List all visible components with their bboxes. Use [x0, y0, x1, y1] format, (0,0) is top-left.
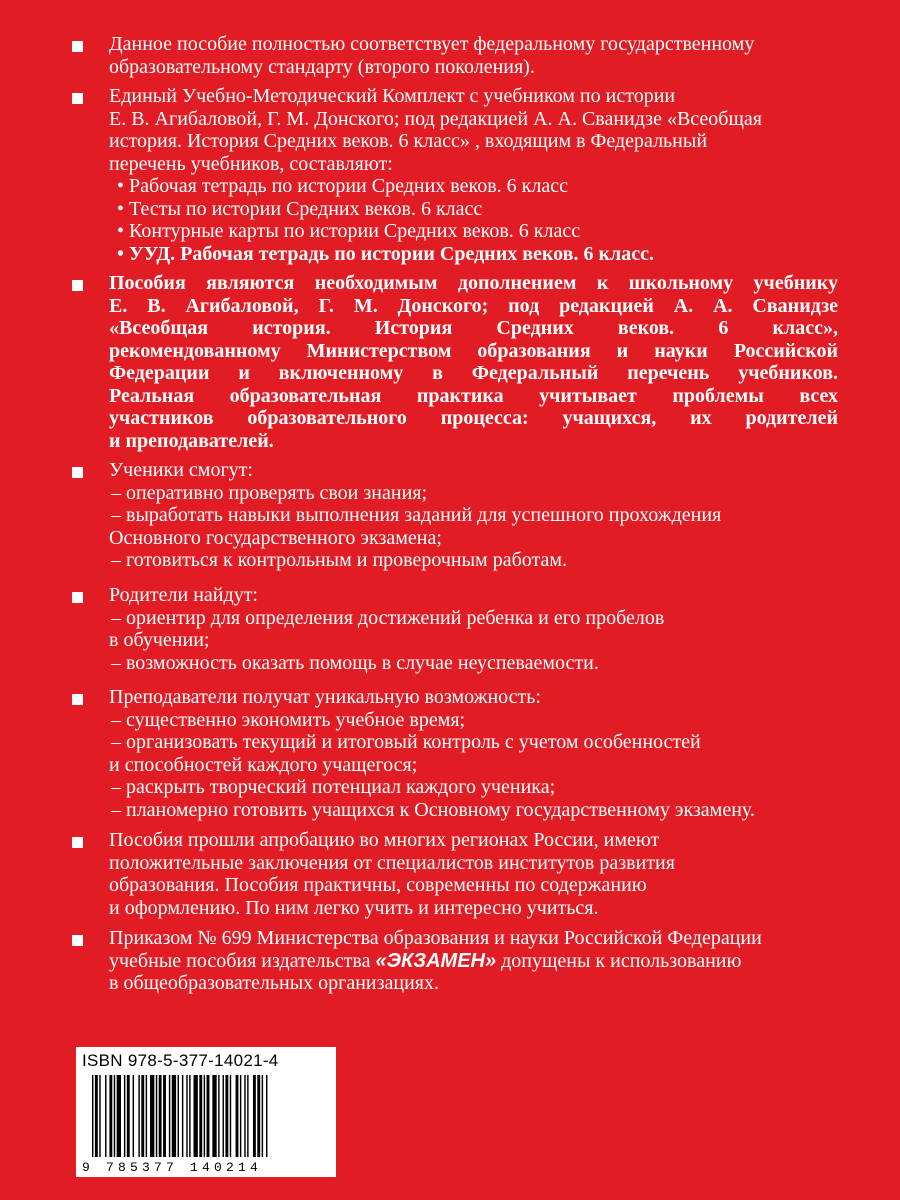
text-line: Реальная образовательная практика учитывает проблемы всех — [109, 384, 838, 407]
barcode-bar — [138, 1075, 139, 1157]
text-line: участников образовательного процесса: учащихся, их родителей — [109, 407, 838, 429]
text-segment: учебные пособия издательства — [109, 949, 376, 972]
square-bullet-icon — [72, 280, 83, 291]
square-bullet-icon — [72, 694, 83, 705]
barcode-bar — [225, 1075, 228, 1157]
isbn-label: ISBN 978-5-377-14021-4 — [82, 1051, 279, 1070]
barcode-bar — [230, 1075, 231, 1157]
text-line: рекомендованному Министерством образования и науки Российской — [109, 339, 838, 362]
text-line: и преподавателей. — [109, 429, 274, 452]
barcode-bar — [178, 1075, 179, 1157]
barcode-bar — [257, 1075, 260, 1157]
square-bullet-icon — [72, 467, 83, 478]
dash-item: – раскрыть творческий потенциал каждого ученика; — [111, 776, 556, 798]
dash-item: – планомерно готовить учащихся к Основному государственному экзамену. — [111, 798, 755, 821]
text-line: Приказом № 699 Министерства образования и науки Российской Федерации — [109, 927, 762, 949]
text-line: Ученики смогут: — [109, 459, 253, 481]
text-line: в общеобразовательных организациях. — [109, 972, 439, 994]
text-line: Федерации и включенному в Федеральный перечень учебников. — [109, 362, 838, 384]
text-line: образовательному стандарту (второго поколения). — [109, 55, 535, 78]
barcode-bar — [207, 1075, 210, 1157]
text-line — [109, 950, 838, 973]
barcode-bar — [186, 1075, 187, 1157]
square-bullet-icon — [72, 592, 83, 603]
text-line: и оформлению. По ним легко учить и интересно учиться. — [109, 896, 599, 919]
barcode-bar — [95, 1075, 98, 1157]
barcode-bar — [204, 1075, 205, 1157]
barcode-bar — [223, 1075, 224, 1157]
text-line: Единый Учебно-Методический Комплект с учебником по истории — [109, 85, 676, 107]
barcode-bar — [150, 1075, 154, 1157]
text-line: Родители найдут: — [109, 584, 258, 606]
barcode-bar — [182, 1075, 183, 1157]
text-line: Основного государственного экзамена; — [109, 526, 442, 549]
text-line: Пособия являются необходимым дополнением к школьному учебнику — [109, 272, 838, 294]
square-bullet-icon — [72, 837, 83, 848]
barcode-bar — [117, 1075, 121, 1157]
square-bullet-icon — [72, 93, 83, 104]
barcode-bar — [244, 1075, 245, 1157]
dash-item: – оперативно проверять свои знания; — [111, 481, 428, 504]
barcode-bar — [194, 1075, 198, 1157]
umk-item: • Тесты по истории Средних веков. 6 класс — [109, 198, 838, 221]
text-line: Е. В. Агибаловой, Г. М. Донского; под редакцией А. А. Сванидзе — [109, 294, 838, 317]
barcode-bar — [156, 1075, 157, 1157]
barcode-bar — [92, 1075, 93, 1157]
umk-item-bold: • УУД. Рабочая тетрадь по истории Средних веков. 6 класс. — [109, 243, 838, 266]
barcode-bar — [240, 1075, 241, 1157]
barcode-bar — [189, 1075, 190, 1157]
text-line: Данное пособие полностью соответствует федеральному государственному — [109, 33, 755, 55]
ean-number: 9 785377 140214 — [82, 1160, 263, 1175]
barcode-bar — [109, 1075, 112, 1157]
text-line: положительные заключения от специалистов институтов развития — [109, 851, 675, 874]
dash-item: – возможность оказать помощь в случае неуспеваемости. — [111, 651, 599, 674]
barcode-bar — [105, 1075, 106, 1157]
barcode-bar — [262, 1075, 263, 1157]
barcode-bar — [114, 1075, 115, 1157]
text-line: Е. В. Агибаловой, Г. М. Донского; под редакцией А. А. Сванидзе «Всеобщая — [109, 107, 762, 130]
square-bullet-icon — [72, 935, 83, 946]
barcode-bar — [218, 1075, 219, 1157]
barcode-bar — [163, 1075, 166, 1157]
barcode-bar — [253, 1075, 256, 1157]
barcode-bar — [133, 1075, 134, 1157]
barcode-bar — [127, 1075, 130, 1157]
barcode-icon — [90, 1075, 330, 1157]
barcode-bar — [199, 1075, 202, 1157]
barcode-bar — [124, 1075, 125, 1157]
barcode-bar — [146, 1075, 147, 1157]
dash-item: – существенно экономить учебное время; — [111, 708, 466, 731]
barcode-bar — [159, 1075, 162, 1157]
dash-item: – готовиться к контрольным и проверочным работам. — [111, 549, 567, 571]
text-line: и способностей каждого учащегося; — [109, 753, 418, 776]
barcode-bar — [99, 1075, 100, 1157]
text-segment: допущены к использованию — [496, 949, 742, 972]
text-line: перечень учебников, составляют: — [109, 152, 393, 175]
barcode-bar — [247, 1075, 248, 1157]
dash-item: – организовать текущий и итоговый контроль с учетом особенностей — [111, 731, 701, 753]
barcode-bar — [266, 1075, 267, 1157]
dash-item: – выработать навыки выполнения заданий для успешного прохождения — [111, 504, 722, 526]
text-line: история. История Средних веков. 6 класс» , входящим в Федеральный — [109, 130, 708, 152]
text-line: Пособия прошли апробацию во многих регионах России, имеют — [109, 829, 660, 851]
barcode-bar — [141, 1075, 144, 1157]
text-line: в обучении; — [109, 629, 210, 651]
publisher-name: «ЭКЗАМЕН» — [375, 949, 497, 972]
barcode-bar — [169, 1075, 170, 1157]
text-line: Преподаватели получат уникальную возможность: — [109, 686, 541, 708]
text-line: образования. Пособия практичны, современны по содержанию — [109, 874, 647, 896]
square-bullet-icon — [72, 41, 83, 52]
dash-item: – ориентир для определения достижений ребенка и его пробелов — [111, 606, 665, 629]
isbn-barcode-box — [76, 1047, 336, 1177]
barcode-bar — [172, 1075, 176, 1157]
text-line: «Всеобщая история. История Средних веков. 6 класс», — [109, 317, 838, 339]
barcode-bar — [236, 1075, 239, 1157]
umk-item: • Рабочая тетрадь по истории Средних веков. 6 класс — [109, 175, 838, 198]
umk-item: • Контурные карты по истории Средних веков. 6 класс — [109, 220, 838, 243]
barcode-bar — [212, 1075, 216, 1157]
